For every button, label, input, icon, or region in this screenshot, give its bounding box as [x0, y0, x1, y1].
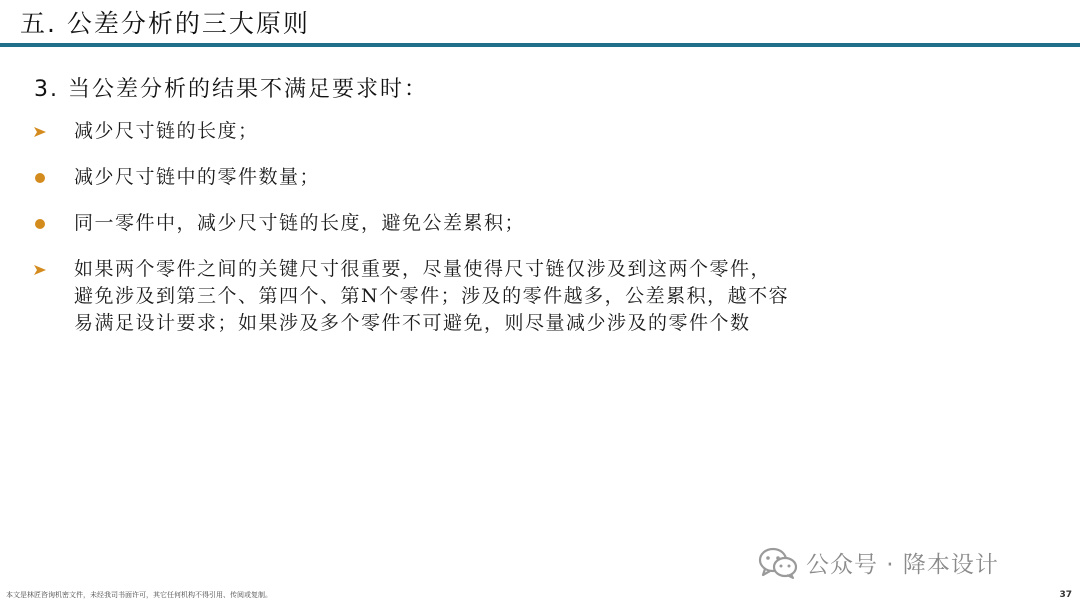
- bullet-item: [30, 210, 790, 237]
- wechat-icon: [758, 547, 798, 579]
- bullet-item: [30, 164, 790, 191]
- slide-subheading: 3. 当公差分析的结果不满足要求时：: [34, 77, 428, 102]
- bullet-text: 减少尺寸链的长度；: [74, 120, 259, 142]
- bullet-list: [30, 118, 790, 337]
- dot-bullet-icon: [34, 210, 50, 237]
- watermark: [758, 546, 999, 579]
- dot-bullet-icon: [34, 164, 50, 191]
- page-number: 37: [1059, 590, 1072, 600]
- bullet-item: [30, 256, 790, 337]
- bullet-text: 如果两个零件之间的关键尺寸很重要，尽量使得尺寸链仅涉及到这两个零件，避免涉及到第三个、第四个、第N个零件；涉及的零件越多，公差累积，越不容易满足设计要求；如果涉及多个零件不可避免，则尽量减少涉及的零件个数: [74, 258, 790, 334]
- confidentiality-note: 本文是林匠咨询机密文件，未经我司书面许可，其它任何机构不得引用、传阅或复制。: [6, 591, 272, 599]
- bullet-text: 减少尺寸链中的零件数量；: [74, 166, 321, 188]
- title-divider: [0, 43, 1080, 47]
- arrow-bullet-icon: [34, 118, 50, 145]
- watermark-text: 公众号 · 降本设计: [806, 552, 999, 578]
- arrow-bullet-icon: [34, 256, 50, 283]
- title-bar: [0, 0, 1080, 44]
- bullet-item: [30, 118, 790, 145]
- bullet-text: 同一零件中，减少尺寸链的长度，避免公差累积；: [74, 212, 526, 234]
- slide-title: 五. 公差分析的三大原则: [20, 9, 310, 38]
